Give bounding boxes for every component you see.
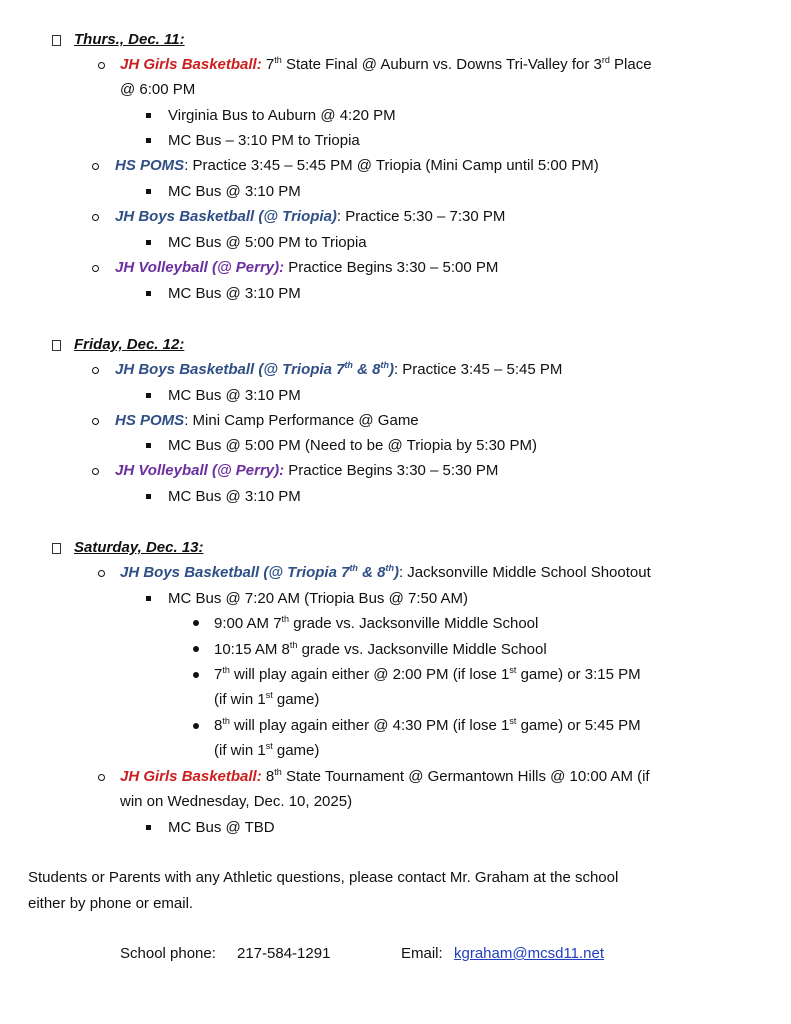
circle-bullet-icon [92,468,99,475]
bus-info: MC Bus @ 5:00 PM to Triopia [168,234,367,251]
day-heading-thursday: Thurs., Dec. 11: [74,31,185,48]
event-text-continued: @ 6:00 PM [120,81,196,98]
circle-bullet-icon [92,418,99,425]
event-jh-girls-basketball-thu: JH Girls Basketball: 7th State Final @ Auburn vs. Downs Tri-Valley for 3rd Place [120,55,652,73]
event-jh-boys-basketball-thu: JH Boys Basketball (@ Triopia): Practice 5:30 – 7:30 PM [115,208,506,225]
day-bullet-icon [52,543,61,554]
team-name: HS POMS [115,157,185,174]
bus-info: MC Bus @ 3:10 PM [168,183,301,200]
contact-note: Students or Parents with any Athletic questions, please contact Mr. Graham at the school [28,869,619,886]
event-hs-poms-thu: HS POMS: Practice 3:45 – 5:45 PM @ Triopia (Mini Camp until 5:00 PM) [115,157,599,174]
square-bullet-icon [146,596,151,601]
square-bullet-icon [146,393,151,398]
square-bullet-icon [146,825,151,830]
dot-bullet-icon [193,620,199,626]
team-name: JH Boys Basketball (@ Triopia) [115,208,337,225]
event-jh-boys-basketball-fri: JH Boys Basketball (@ Triopia 7th & 8th): Practice 3:45 – 5:45 PM [115,360,563,378]
bus-info: MC Bus @ 5:00 PM (Need to be @ Triopia by 5:30 PM) [168,437,537,454]
circle-bullet-icon [92,265,99,272]
email-link[interactable]: kgraham@mcsd11.net [454,945,605,962]
email-label: Email: [401,945,443,962]
square-bullet-icon [146,113,151,118]
game-1: 9:00 AM 7th grade vs. Jacksonville Middle School [214,614,539,632]
circle-bullet-icon [98,570,105,577]
phone-number: 217-584-1291 [237,945,331,962]
event-text-continued: win on Wednesday, Dec. 10, 2025) [120,793,353,810]
square-bullet-icon [146,138,151,143]
team-name: JH Boys Basketball (@ Triopia 7th & 8th) [120,563,399,581]
game-3-continued: (if win 1st game) [214,690,320,708]
circle-bullet-icon [92,367,99,374]
team-name: HS POMS [115,412,185,429]
bus-info: MC Bus @ 3:10 PM [168,488,301,505]
circle-bullet-icon [92,163,99,170]
contact-note-continued: either by phone or email. [28,895,194,912]
square-bullet-icon [146,291,151,296]
game-2: 10:15 AM 8th grade vs. Jacksonville Middle School [214,640,547,658]
game-3: 7th will play again either @ 2:00 PM (if lose 1st game) or 3:15 PM [214,665,641,683]
square-bullet-icon [146,494,151,499]
phone-label: School phone: [120,945,216,962]
circle-bullet-icon [98,62,105,69]
day-bullet-icon [52,35,61,46]
square-bullet-icon [146,240,151,245]
event-jh-volleyball-thu: JH Volleyball (@ Perry): Practice Begins 3:30 – 5:00 PM [115,259,499,276]
game-4-continued: (if win 1st game) [214,741,320,759]
event-jh-boys-basketball-sat: JH Boys Basketball (@ Triopia 7th & 8th): Jacksonville Middle School Shootout [120,563,651,581]
bus-info: MC Bus @ 7:20 AM (Triopia Bus @ 7:50 AM) [168,590,468,607]
square-bullet-icon [146,443,151,448]
team-name: JH Girls Basketball: [120,768,262,785]
dot-bullet-icon [193,723,199,729]
square-bullet-icon [146,189,151,194]
day-bullet-icon [52,340,61,351]
bus-info: MC Bus @ 3:10 PM [168,387,301,404]
circle-bullet-icon [98,774,105,781]
event-jh-volleyball-fri: JH Volleyball (@ Perry): Practice Begins 3:30 – 5:30 PM [115,462,499,479]
day-heading-friday: Friday, Dec. 12: [74,336,185,353]
event-jh-girls-basketball-sat: JH Girls Basketball: 8th State Tournament @ Germantown Hills @ 10:00 AM (if [120,767,650,785]
event-hs-poms-fri: HS POMS: Mini Camp Performance @ Game [115,412,419,429]
team-name: JH Volleyball (@ Perry): [115,462,285,479]
bus-info: MC Bus @ 3:10 PM [168,285,301,302]
bus-info: MC Bus – 3:10 PM to Triopia [168,132,360,149]
day-heading-saturday: Saturday, Dec. 13: [74,539,204,556]
team-name: JH Boys Basketball (@ Triopia 7th & 8th) [115,360,394,378]
game-4: 8th will play again either @ 4:30 PM (if lose 1st game) or 5:45 PM [214,716,641,734]
circle-bullet-icon [92,214,99,221]
team-name: JH Girls Basketball [120,56,257,73]
team-name: JH Volleyball (@ Perry): [115,259,285,276]
bus-info: Virginia Bus to Auburn @ 4:20 PM [168,107,396,124]
dot-bullet-icon [193,672,199,678]
bus-info: MC Bus @ TBD [168,819,275,836]
dot-bullet-icon [193,646,199,652]
